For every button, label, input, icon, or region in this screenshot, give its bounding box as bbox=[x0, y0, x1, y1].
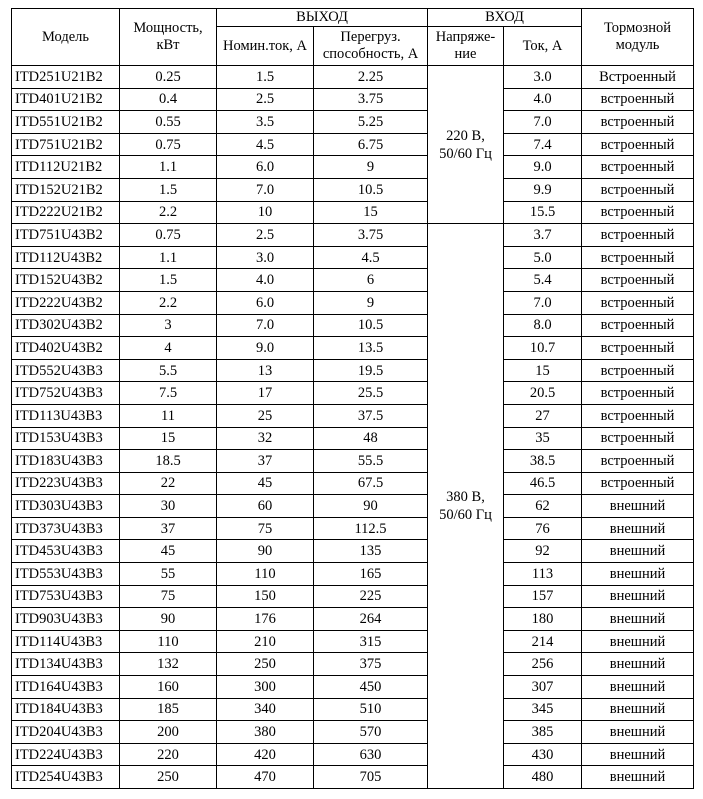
table-row bbox=[12, 337, 694, 360]
table-row bbox=[12, 224, 694, 247]
brake-module-cell: внешний bbox=[582, 743, 694, 766]
power-cell: 3 bbox=[120, 314, 217, 337]
overload-cell: 19.5 bbox=[314, 359, 428, 382]
brake-module-cell: встроенный bbox=[582, 359, 694, 382]
brake-module-cell: внешний bbox=[582, 585, 694, 608]
model-cell: ITD552U43B3 bbox=[12, 359, 120, 382]
model-cell: ITD401U21B2 bbox=[12, 88, 120, 111]
model-cell: ITD453U43B3 bbox=[12, 540, 120, 563]
input-current-cell: 46.5 bbox=[504, 472, 582, 495]
rated-current-cell: 10 bbox=[217, 201, 314, 224]
overload-cell: 90 bbox=[314, 495, 428, 518]
brake-module-cell: встроенный bbox=[582, 224, 694, 247]
power-cell: 0.75 bbox=[120, 224, 217, 247]
brake-module-cell: внешний bbox=[582, 495, 694, 518]
voltage-cell: 220 В, 50/60 Гц bbox=[428, 66, 504, 224]
brake-module-cell: встроенный bbox=[582, 291, 694, 314]
model-cell: ITD152U43B2 bbox=[12, 269, 120, 292]
inverter-spec-table bbox=[11, 8, 694, 789]
input-current-header: Ток, А bbox=[504, 27, 582, 66]
overload-cell: 705 bbox=[314, 766, 428, 789]
input-current-cell: 430 bbox=[504, 743, 582, 766]
power-cell: 220 bbox=[120, 743, 217, 766]
input-current-cell: 256 bbox=[504, 653, 582, 676]
overload-cell: 5.25 bbox=[314, 111, 428, 134]
table-row bbox=[12, 133, 694, 156]
model-cell: ITD254U43B3 bbox=[12, 766, 120, 789]
brake-module-cell: внешний bbox=[582, 563, 694, 586]
model-cell: ITD113U43B3 bbox=[12, 404, 120, 427]
overload-cell: 3.75 bbox=[314, 88, 428, 111]
rated-current-cell: 13 bbox=[217, 359, 314, 382]
rated-current-cell: 7.0 bbox=[217, 314, 314, 337]
input-current-cell: 345 bbox=[504, 698, 582, 721]
overload-cell: 3.75 bbox=[314, 224, 428, 247]
table-header bbox=[12, 9, 694, 66]
model-cell: ITD751U43B2 bbox=[12, 224, 120, 247]
input-current-cell: 180 bbox=[504, 608, 582, 631]
power-cell: 1.1 bbox=[120, 246, 217, 269]
model-cell: ITD551U21B2 bbox=[12, 111, 120, 134]
table-row bbox=[12, 201, 694, 224]
overload-cell: 450 bbox=[314, 676, 428, 699]
input-current-cell: 7.0 bbox=[504, 111, 582, 134]
power-cell: 55 bbox=[120, 563, 217, 586]
brake-module-cell: встроенный bbox=[582, 427, 694, 450]
table-row bbox=[12, 517, 694, 540]
brake-module-cell: встроенный bbox=[582, 133, 694, 156]
model-cell: ITD112U21B2 bbox=[12, 156, 120, 179]
brake-module-cell: внешний bbox=[582, 540, 694, 563]
overload-cell: 55.5 bbox=[314, 450, 428, 473]
voltage-header: Напряже-ние bbox=[428, 27, 504, 66]
brake-module-cell: встроенный bbox=[582, 314, 694, 337]
overload-cell: 9 bbox=[314, 156, 428, 179]
power-cell: 5.5 bbox=[120, 359, 217, 382]
overload-cell: 37.5 bbox=[314, 404, 428, 427]
model-cell: ITD222U21B2 bbox=[12, 201, 120, 224]
model-cell: ITD751U21B2 bbox=[12, 133, 120, 156]
overload-cell: 15 bbox=[314, 201, 428, 224]
input-current-cell: 15 bbox=[504, 359, 582, 382]
power-cell: 1.5 bbox=[120, 178, 217, 201]
power-cell: 185 bbox=[120, 698, 217, 721]
rated-current-cell: 45 bbox=[217, 472, 314, 495]
overload-cell: 510 bbox=[314, 698, 428, 721]
table-body bbox=[12, 66, 694, 789]
rated-current-cell: 250 bbox=[217, 653, 314, 676]
power-cell: 2.2 bbox=[120, 291, 217, 314]
rated-current-cell: 32 bbox=[217, 427, 314, 450]
power-cell: 160 bbox=[120, 676, 217, 699]
rated-current-cell: 17 bbox=[217, 382, 314, 405]
overload-cell: 13.5 bbox=[314, 337, 428, 360]
power-cell: 0.4 bbox=[120, 88, 217, 111]
brake-module-cell: встроенный bbox=[582, 450, 694, 473]
brake-module-cell: внешний bbox=[582, 698, 694, 721]
rated-current-cell: 470 bbox=[217, 766, 314, 789]
rated-current-cell: 150 bbox=[217, 585, 314, 608]
brake-module-cell: внешний bbox=[582, 676, 694, 699]
input-current-cell: 157 bbox=[504, 585, 582, 608]
model-cell: ITD903U43B3 bbox=[12, 608, 120, 631]
overload-cell: 375 bbox=[314, 653, 428, 676]
overload-cell: 10.5 bbox=[314, 178, 428, 201]
table-row bbox=[12, 269, 694, 292]
rated-current-cell: 420 bbox=[217, 743, 314, 766]
brake-module-cell: встроенный bbox=[582, 337, 694, 360]
overload-cell: 630 bbox=[314, 743, 428, 766]
power-cell: 11 bbox=[120, 404, 217, 427]
output-group-header: ВЫХОД bbox=[217, 9, 428, 27]
rated-current-cell: 340 bbox=[217, 698, 314, 721]
rated-current-cell: 90 bbox=[217, 540, 314, 563]
table-row bbox=[12, 743, 694, 766]
overload-cell: 225 bbox=[314, 585, 428, 608]
model-cell: ITD302U43B2 bbox=[12, 314, 120, 337]
model-cell: ITD112U43B2 bbox=[12, 246, 120, 269]
rated-current-cell: 37 bbox=[217, 450, 314, 473]
brake-module-cell: внешний bbox=[582, 653, 694, 676]
model-cell: ITD251U21B2 bbox=[12, 66, 120, 89]
input-current-cell: 214 bbox=[504, 630, 582, 653]
table-row bbox=[12, 246, 694, 269]
power-header: Мощность, кВт bbox=[120, 9, 217, 66]
model-cell: ITD204U43B3 bbox=[12, 721, 120, 744]
table-row bbox=[12, 540, 694, 563]
power-cell: 4 bbox=[120, 337, 217, 360]
input-current-cell: 5.0 bbox=[504, 246, 582, 269]
power-cell: 250 bbox=[120, 766, 217, 789]
rated-current-cell: 2.5 bbox=[217, 88, 314, 111]
table-row bbox=[12, 111, 694, 134]
input-current-cell: 35 bbox=[504, 427, 582, 450]
brake-module-cell: встроенный bbox=[582, 201, 694, 224]
brake-module-cell: встроенный bbox=[582, 156, 694, 179]
rated-current-cell: 6.0 bbox=[217, 291, 314, 314]
input-current-cell: 38.5 bbox=[504, 450, 582, 473]
power-cell: 90 bbox=[120, 608, 217, 631]
power-cell: 15 bbox=[120, 427, 217, 450]
model-cell: ITD753U43B3 bbox=[12, 585, 120, 608]
model-cell: ITD223U43B3 bbox=[12, 472, 120, 495]
input-current-cell: 10.7 bbox=[504, 337, 582, 360]
model-cell: ITD183U43B3 bbox=[12, 450, 120, 473]
table-row bbox=[12, 382, 694, 405]
brake-module-cell: внешний bbox=[582, 630, 694, 653]
power-cell: 200 bbox=[120, 721, 217, 744]
brake-module-cell: Встроенный bbox=[582, 66, 694, 89]
power-cell: 45 bbox=[120, 540, 217, 563]
table-row bbox=[12, 359, 694, 382]
rated-current-cell: 110 bbox=[217, 563, 314, 586]
rated-current-cell: 3.0 bbox=[217, 246, 314, 269]
model-cell: ITD134U43B3 bbox=[12, 653, 120, 676]
power-cell: 132 bbox=[120, 653, 217, 676]
input-current-cell: 9.0 bbox=[504, 156, 582, 179]
input-current-cell: 3.7 bbox=[504, 224, 582, 247]
overload-cell: 6.75 bbox=[314, 133, 428, 156]
model-cell: ITD752U43B3 bbox=[12, 382, 120, 405]
model-cell: ITD152U21B2 bbox=[12, 178, 120, 201]
power-cell: 18.5 bbox=[120, 450, 217, 473]
brake-module-cell: внешний bbox=[582, 721, 694, 744]
model-cell: ITD224U43B3 bbox=[12, 743, 120, 766]
overload-cell: 25.5 bbox=[314, 382, 428, 405]
brake-module-cell: встроенный bbox=[582, 269, 694, 292]
overload-cell: 570 bbox=[314, 721, 428, 744]
overload-cell: 48 bbox=[314, 427, 428, 450]
input-current-cell: 7.4 bbox=[504, 133, 582, 156]
input-current-cell: 7.0 bbox=[504, 291, 582, 314]
input-current-cell: 5.4 bbox=[504, 269, 582, 292]
brake-module-cell: встроенный bbox=[582, 88, 694, 111]
brake-module-cell: внешний bbox=[582, 608, 694, 631]
input-current-cell: 307 bbox=[504, 676, 582, 699]
table-row bbox=[12, 404, 694, 427]
brake-module-cell: внешний bbox=[582, 517, 694, 540]
input-current-cell: 4.0 bbox=[504, 88, 582, 111]
voltage-cell: 380 В, 50/60 Гц bbox=[428, 224, 504, 789]
model-cell: ITD184U43B3 bbox=[12, 698, 120, 721]
power-cell: 1.5 bbox=[120, 269, 217, 292]
model-cell: ITD402U43B2 bbox=[12, 337, 120, 360]
overload-cell: 112.5 bbox=[314, 517, 428, 540]
brake-module-cell: встроенный bbox=[582, 111, 694, 134]
model-cell: ITD153U43B3 bbox=[12, 427, 120, 450]
overload-cell: 315 bbox=[314, 630, 428, 653]
overload-cell: 135 bbox=[314, 540, 428, 563]
overload-cell: 165 bbox=[314, 563, 428, 586]
rated-current-cell: 4.0 bbox=[217, 269, 314, 292]
table-row bbox=[12, 66, 694, 89]
input-current-cell: 9.9 bbox=[504, 178, 582, 201]
rated-current-cell: 2.5 bbox=[217, 224, 314, 247]
table-row bbox=[12, 427, 694, 450]
table-row bbox=[12, 766, 694, 789]
model-cell: ITD222U43B2 bbox=[12, 291, 120, 314]
overload-header: Перегруз. способность, А bbox=[314, 27, 428, 66]
power-cell: 0.25 bbox=[120, 66, 217, 89]
power-cell: 7.5 bbox=[120, 382, 217, 405]
rated-current-cell: 3.5 bbox=[217, 111, 314, 134]
model-cell: ITD164U43B3 bbox=[12, 676, 120, 699]
model-cell: ITD373U43B3 bbox=[12, 517, 120, 540]
table-row bbox=[12, 585, 694, 608]
input-current-cell: 62 bbox=[504, 495, 582, 518]
power-cell: 30 bbox=[120, 495, 217, 518]
overload-cell: 9 bbox=[314, 291, 428, 314]
input-current-cell: 113 bbox=[504, 563, 582, 586]
overload-cell: 67.5 bbox=[314, 472, 428, 495]
rated-current-cell: 75 bbox=[217, 517, 314, 540]
brake-module-cell: встроенный bbox=[582, 246, 694, 269]
model-cell: ITD303U43B3 bbox=[12, 495, 120, 518]
input-current-cell: 92 bbox=[504, 540, 582, 563]
table-row bbox=[12, 563, 694, 586]
rated-current-cell: 176 bbox=[217, 608, 314, 631]
table-row bbox=[12, 88, 694, 111]
power-cell: 22 bbox=[120, 472, 217, 495]
input-current-cell: 480 bbox=[504, 766, 582, 789]
power-cell: 2.2 bbox=[120, 201, 217, 224]
table-row bbox=[12, 450, 694, 473]
input-current-cell: 27 bbox=[504, 404, 582, 427]
brake-module-cell: встроенный bbox=[582, 178, 694, 201]
table-row bbox=[12, 178, 694, 201]
table-row bbox=[12, 291, 694, 314]
rated-current-cell: 300 bbox=[217, 676, 314, 699]
overload-cell: 6 bbox=[314, 269, 428, 292]
input-current-cell: 76 bbox=[504, 517, 582, 540]
input-current-cell: 15.5 bbox=[504, 201, 582, 224]
brake-module-cell: встроенный bbox=[582, 382, 694, 405]
table-row bbox=[12, 472, 694, 495]
power-cell: 0.55 bbox=[120, 111, 217, 134]
input-current-cell: 3.0 bbox=[504, 66, 582, 89]
overload-cell: 2.25 bbox=[314, 66, 428, 89]
rated-current-cell: 1.5 bbox=[217, 66, 314, 89]
overload-cell: 4.5 bbox=[314, 246, 428, 269]
overload-cell: 10.5 bbox=[314, 314, 428, 337]
rated-current-cell: 9.0 bbox=[217, 337, 314, 360]
table-row bbox=[12, 156, 694, 179]
input-current-cell: 8.0 bbox=[504, 314, 582, 337]
model-header: Модель bbox=[12, 9, 120, 66]
power-cell: 110 bbox=[120, 630, 217, 653]
brake-module-cell: встроенный bbox=[582, 404, 694, 427]
table-row bbox=[12, 495, 694, 518]
rated-current-cell: 210 bbox=[217, 630, 314, 653]
power-cell: 75 bbox=[120, 585, 217, 608]
rated-current-cell: 6.0 bbox=[217, 156, 314, 179]
input-current-cell: 20.5 bbox=[504, 382, 582, 405]
input-group-header: ВХОД bbox=[428, 9, 582, 27]
input-current-cell: 385 bbox=[504, 721, 582, 744]
overload-cell: 264 bbox=[314, 608, 428, 631]
model-cell: ITD114U43B3 bbox=[12, 630, 120, 653]
table-row bbox=[12, 698, 694, 721]
table-row bbox=[12, 608, 694, 631]
rated-current-cell: 7.0 bbox=[217, 178, 314, 201]
rated-current-cell: 25 bbox=[217, 404, 314, 427]
power-cell: 0.75 bbox=[120, 133, 217, 156]
power-cell: 37 bbox=[120, 517, 217, 540]
brake-module-cell: внешний bbox=[582, 766, 694, 789]
table-row bbox=[12, 630, 694, 653]
model-cell: ITD553U43B3 bbox=[12, 563, 120, 586]
power-cell: 1.1 bbox=[120, 156, 217, 179]
table-row bbox=[12, 314, 694, 337]
table-row bbox=[12, 676, 694, 699]
rated-current-cell: 4.5 bbox=[217, 133, 314, 156]
table-row bbox=[12, 721, 694, 744]
brake-module-header: Тормозной модуль bbox=[582, 9, 694, 66]
brake-module-cell: встроенный bbox=[582, 472, 694, 495]
table-row bbox=[12, 653, 694, 676]
rated-current-cell: 60 bbox=[217, 495, 314, 518]
rated-current-cell: 380 bbox=[217, 721, 314, 744]
rated-current-header: Номин.ток, А bbox=[217, 27, 314, 66]
